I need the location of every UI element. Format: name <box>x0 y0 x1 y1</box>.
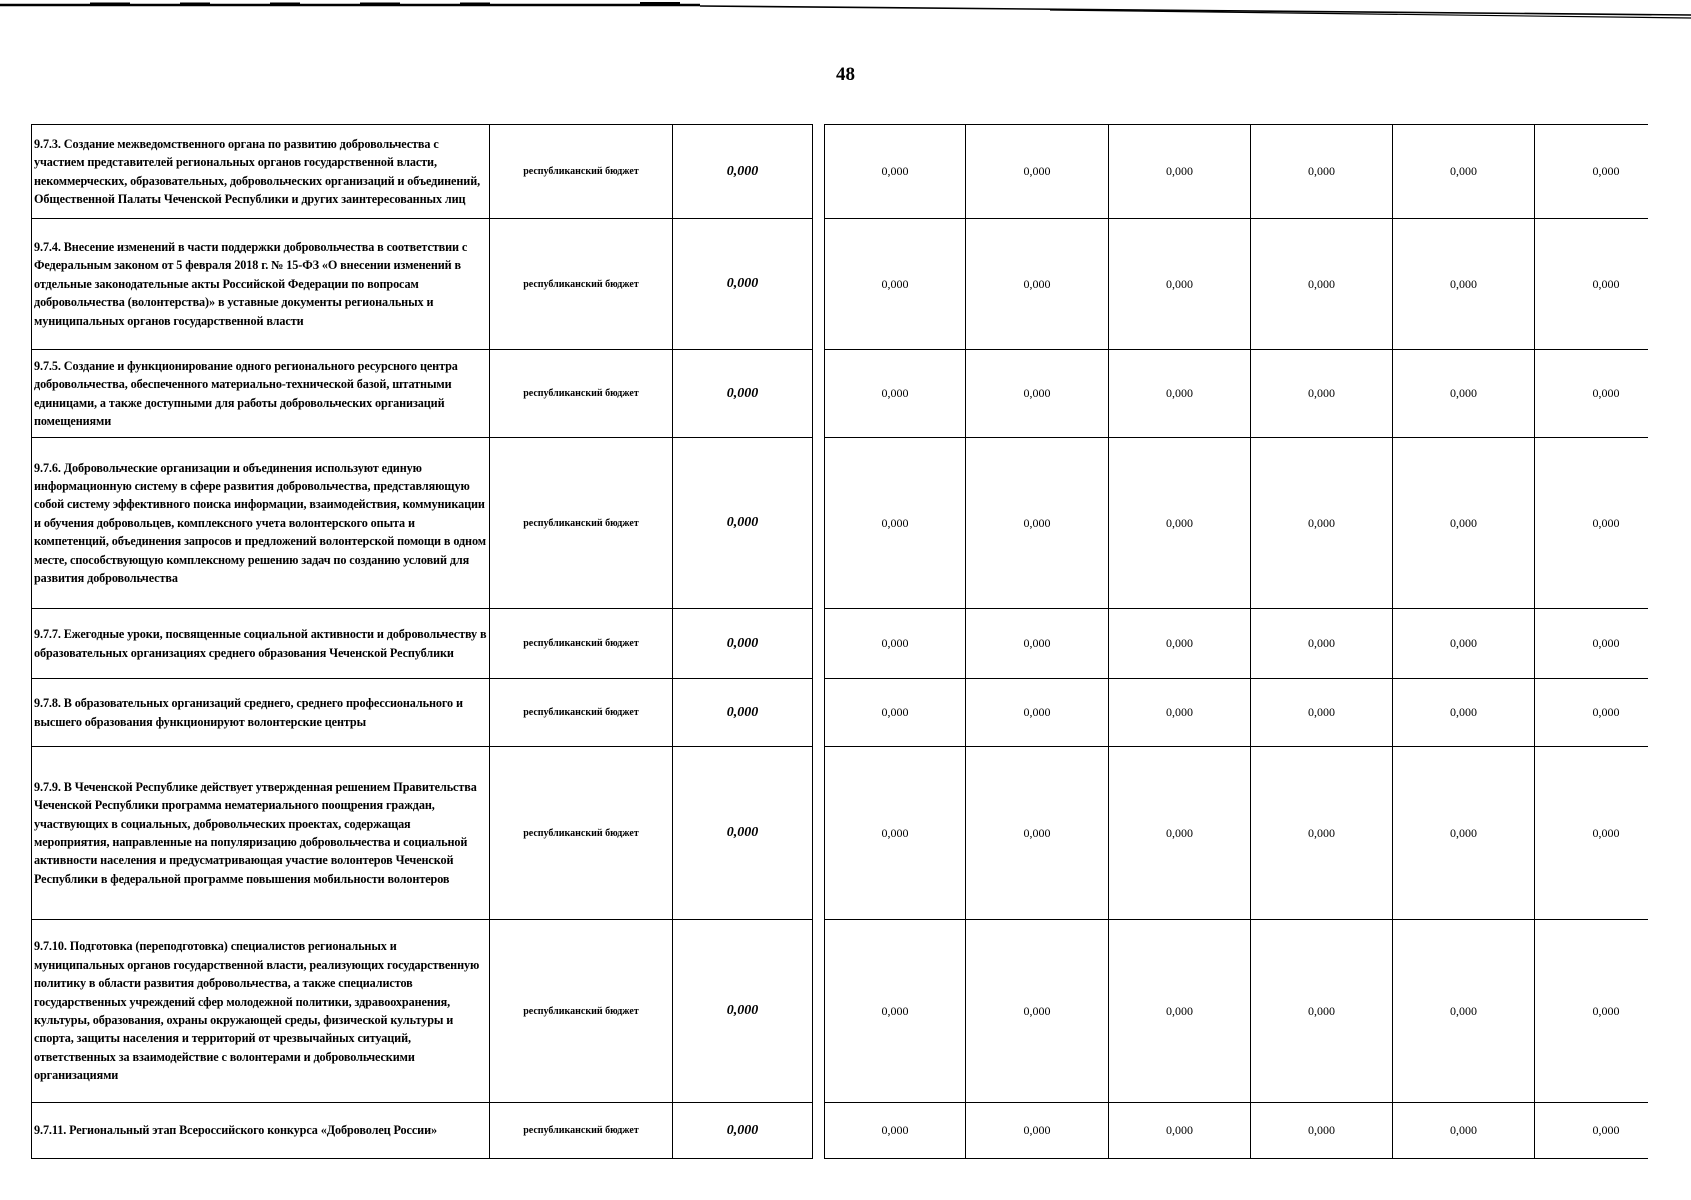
year-value: 0,000 <box>1109 438 1251 609</box>
year-value: 0,000 <box>825 350 966 438</box>
total-value: 0,000 <box>673 679 813 747</box>
column-gap <box>813 747 825 920</box>
year-value: 0,000 <box>1393 679 1535 747</box>
year-value: 0,000 <box>825 747 966 920</box>
year-value: 0,000 <box>825 125 966 219</box>
year-value: 0,000 <box>1251 219 1393 350</box>
year-value: 0,000 <box>966 679 1109 747</box>
year-value: 0,000 <box>825 679 966 747</box>
year-value: 0,000 <box>1251 920 1393 1103</box>
total-value: 0,000 <box>673 747 813 920</box>
year-value: 0,000 <box>1109 125 1251 219</box>
table-row <box>32 219 1678 350</box>
total-value: 0,000 <box>673 1103 813 1159</box>
column-gap <box>813 125 825 219</box>
year-value: 0,000 <box>1251 350 1393 438</box>
table-row <box>32 350 1678 438</box>
year-value: 0,000 <box>1251 679 1393 747</box>
year-value: 0,000 <box>1535 747 1678 920</box>
table-row <box>32 609 1678 679</box>
year-value: 0,000 <box>1109 219 1251 350</box>
year-value: 0,000 <box>1535 438 1678 609</box>
scan-edge-lines <box>0 0 1691 20</box>
funding-source: республиканский бюджет <box>490 609 673 679</box>
year-value: 0,000 <box>1251 609 1393 679</box>
column-gap <box>813 679 825 747</box>
column-gap <box>813 1103 825 1159</box>
funding-source: республиканский бюджет <box>490 920 673 1103</box>
measure-description: 9.7.4. Внесение изменений в части поддержки добровольчества в соответствии с Федеральным законом от 5 февраля 2018 г. № 15-ФЗ «О внесении изменений в отдельные законодательные акты Российской Федерации по вопросам добровольчества (волонтерства)» в уставные документы региональных и муниципальных органов государственной власти <box>32 219 490 350</box>
year-value: 0,000 <box>1535 679 1678 747</box>
table-row <box>32 747 1678 920</box>
funding-source: республиканский бюджет <box>490 679 673 747</box>
funding-source: республиканский бюджет <box>490 1103 673 1159</box>
year-value: 0,000 <box>1109 1103 1251 1159</box>
year-value: 0,000 <box>1251 438 1393 609</box>
column-gap <box>813 219 825 350</box>
total-value: 0,000 <box>673 219 813 350</box>
funding-source: республиканский бюджет <box>490 350 673 438</box>
year-value: 0,000 <box>966 609 1109 679</box>
year-value: 0,000 <box>1109 747 1251 920</box>
year-value: 0,000 <box>1393 609 1535 679</box>
table-row <box>32 125 1678 219</box>
measure-description: 9.7.11. Региональный этап Всероссийского конкурса «Доброволец России» <box>32 1103 490 1159</box>
page-number: 48 <box>836 64 855 85</box>
table-row <box>32 920 1678 1103</box>
year-value: 0,000 <box>966 747 1109 920</box>
year-value: 0,000 <box>825 438 966 609</box>
year-value: 0,000 <box>1535 1103 1678 1159</box>
funding-source: республиканский бюджет <box>490 219 673 350</box>
year-value: 0,000 <box>1109 609 1251 679</box>
year-value: 0,000 <box>1251 747 1393 920</box>
measure-description: 9.7.6. Добровольческие организации и объединения используют единую информационную систему в сфере развития добровольчества, представляющую собой систему эффективного поиска информации, взаимодействия, коммуникации и обучения добровольцев, комплексного учета волонтерского опыта и компетенций, объединения запросов и предложений волонтерской помощи в одном месте, способствующую комплексному решению задач по созданию условий для развития добровольчества <box>32 438 490 609</box>
year-value: 0,000 <box>1109 350 1251 438</box>
measure-description: 9.7.8. В образовательных организаций среднего, среднего профессионального и высшего образования функционируют волонтерские центры <box>32 679 490 747</box>
year-value: 0,000 <box>825 219 966 350</box>
total-value: 0,000 <box>673 350 813 438</box>
total-value: 0,000 <box>673 609 813 679</box>
year-value: 0,000 <box>1251 1103 1393 1159</box>
table-body <box>32 125 1678 1159</box>
measure-description: 9.7.10. Подготовка (переподготовка) специалистов региональных и муниципальных органов государственной власти, реализующих государственную политику в области развития добровольчества, а также специалистов государственных учреждений сфер молодежной политики, здравоохранения, культуры, образования, охраны окружающей среды, физической культуры и спорта, защиты населения и территорий от чрезвычайных ситуаций, ответственных за взаимодействие с волонтерами и добровольческими организациями <box>32 920 490 1103</box>
measure-description: 9.7.3. Создание межведомственного органа по развитию добровольчества с участием представителей региональных органов государственной власти, некоммерческих, образовательных, добровольческих организаций и объединений, Общественной Палаты Чеченской Республики и других заинтересованных лиц <box>32 125 490 219</box>
year-value: 0,000 <box>1535 609 1678 679</box>
year-value: 0,000 <box>1535 920 1678 1103</box>
page-margin <box>1648 120 1691 1200</box>
year-value: 0,000 <box>1535 350 1678 438</box>
year-value: 0,000 <box>825 1103 966 1159</box>
column-gap <box>813 609 825 679</box>
column-gap <box>813 438 825 609</box>
column-gap <box>813 350 825 438</box>
year-value: 0,000 <box>825 920 966 1103</box>
year-value: 0,000 <box>1393 350 1535 438</box>
year-value: 0,000 <box>966 438 1109 609</box>
year-value: 0,000 <box>1393 1103 1535 1159</box>
year-value: 0,000 <box>1535 219 1678 350</box>
table-row <box>32 1103 1678 1159</box>
year-value: 0,000 <box>1393 747 1535 920</box>
year-value: 0,000 <box>1393 125 1535 219</box>
column-gap <box>813 920 825 1103</box>
funding-source: республиканский бюджет <box>490 747 673 920</box>
funding-source: республиканский бюджет <box>490 125 673 219</box>
year-value: 0,000 <box>825 609 966 679</box>
funding-table <box>31 124 1678 1159</box>
measure-description: 9.7.7. Ежегодные уроки, посвященные социальной активности и добровольчеству в образовательных организациях среднего образования Чеченской Республики <box>32 609 490 679</box>
year-value: 0,000 <box>1251 125 1393 219</box>
year-value: 0,000 <box>1393 219 1535 350</box>
year-value: 0,000 <box>966 219 1109 350</box>
measure-description: 9.7.5. Создание и функционирование одного регионального ресурсного центра добровольчества, обеспеченного материально-технической базой, штатными единицами, а также доступными для работы добровольческих организаций помещениями <box>32 350 490 438</box>
year-value: 0,000 <box>1109 920 1251 1103</box>
total-value: 0,000 <box>673 438 813 609</box>
year-value: 0,000 <box>1393 920 1535 1103</box>
year-value: 0,000 <box>1109 679 1251 747</box>
total-value: 0,000 <box>673 920 813 1103</box>
year-value: 0,000 <box>1393 438 1535 609</box>
funding-source: республиканский бюджет <box>490 438 673 609</box>
table-row <box>32 438 1678 609</box>
year-value: 0,000 <box>966 350 1109 438</box>
year-value: 0,000 <box>966 1103 1109 1159</box>
table-row <box>32 679 1678 747</box>
year-value: 0,000 <box>966 125 1109 219</box>
measure-description: 9.7.9. В Чеченской Республике действует утвержденная решением Правительства Чеченской Республики программа нематериального поощрения граждан, участвующих в социальных, добровольческих проектах, содержащая мероприятия, направленные на популяризацию добровольчества и социальной активности населения и предусматривающая участие волонтеров Чеченской Республики в федеральной программе повышения мобильности волонтеров <box>32 747 490 920</box>
year-value: 0,000 <box>966 920 1109 1103</box>
total-value: 0,000 <box>673 125 813 219</box>
year-value: 0,000 <box>1535 125 1678 219</box>
